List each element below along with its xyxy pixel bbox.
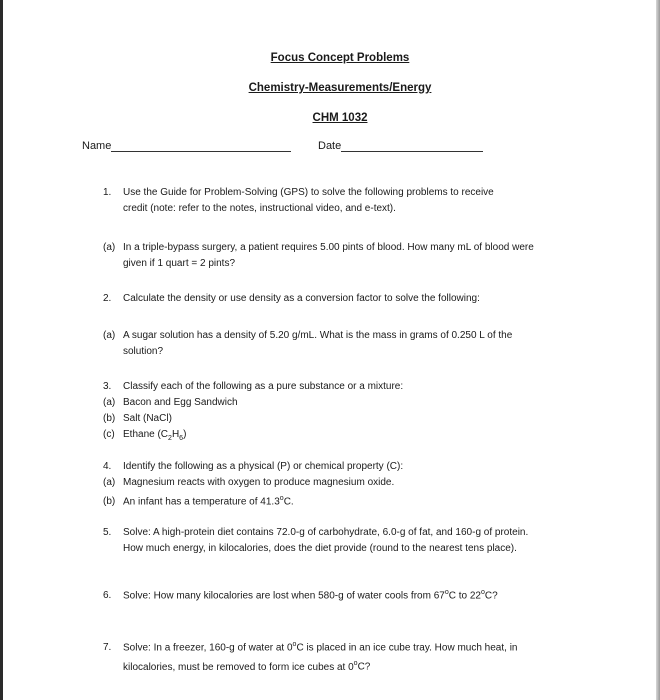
question-text: C is placed in an ice cube tray. How much heat, in	[296, 642, 518, 654]
part-text: solution?	[123, 346, 164, 357]
superscript: o	[480, 589, 485, 596]
page-edge-left	[0, 0, 3, 700]
name-blank-line[interactable]	[111, 141, 291, 152]
superscript: o	[444, 589, 449, 596]
part-label: (a)	[103, 242, 116, 253]
part-text: H	[171, 429, 180, 440]
part-text: Magnesium reacts with oxygen to produce magnesium oxide.	[123, 477, 395, 488]
question-text: C to 22	[448, 590, 481, 602]
question-6	[103, 585, 498, 604]
question-text: Solve: In a freezer, 160-g of water at 0	[123, 642, 293, 654]
question-2a	[103, 328, 512, 360]
question-text: Classify each of the following as a pure substance or a mixture:	[123, 381, 404, 392]
question-number: 2.	[103, 293, 112, 304]
part-text: In a triple-bypass surgery, a patient requires 5.00 pints of blood. How many mL of blood were	[123, 242, 534, 253]
question-text: Use the Guide for Problem-Solving (GPS) to solve the following problems to receive	[123, 187, 494, 198]
subscript: 6	[179, 435, 184, 442]
question-4	[103, 459, 403, 510]
name-label: Name	[82, 140, 112, 152]
date-label: Date	[318, 140, 342, 152]
question-text: Solve: A high-protein diet contains 72.0-g of carbohydrate, 6.0-g of fat, and 160-g of protein.	[123, 527, 529, 538]
part-label: (b)	[103, 496, 116, 508]
part-label: (b)	[103, 413, 116, 424]
part-label: (a)	[103, 477, 116, 488]
question-number: 1.	[103, 187, 112, 198]
date-field[interactable]	[318, 140, 483, 152]
part-label: (c)	[103, 429, 115, 440]
question-text: credit (note: refer to the notes, instructional video, and e-text).	[123, 203, 396, 214]
part-text: C.	[283, 496, 294, 508]
question-5	[103, 525, 528, 557]
question-text: kilocalories, must be removed to form ice cubes at 0	[123, 661, 354, 673]
question-text: How much energy, in kilocalories, does the diet provide (round to the nearest tens place).	[123, 543, 517, 554]
name-field[interactable]	[82, 140, 291, 152]
question-1	[103, 185, 494, 217]
page-edge-right	[656, 0, 660, 700]
question-7	[103, 637, 518, 676]
superscript: o	[292, 641, 297, 648]
question-number: 6.	[103, 590, 112, 602]
question-2	[103, 291, 480, 307]
part-text: Salt (NaCl)	[123, 413, 172, 424]
part-text: An infant has a temperature of 41.3	[123, 496, 280, 508]
superscript: o	[279, 495, 284, 502]
part-text: Bacon and Egg Sandwich	[123, 397, 238, 408]
date-blank-line[interactable]	[341, 141, 483, 152]
page-title: Focus Concept Problems	[270, 52, 410, 64]
part-label: (a)	[103, 330, 116, 341]
question-number: 7.	[103, 642, 112, 654]
question-number: 3.	[103, 381, 112, 392]
question-text: C?	[357, 661, 371, 673]
superscript: o	[353, 660, 358, 668]
question-number: 5.	[103, 527, 112, 538]
part-text: A sugar solution has a density of 5.20 g/mL. What is the mass in grams of 0.250 L of the	[123, 330, 513, 341]
question-number: 4.	[103, 461, 112, 472]
part-text: Ethane (C	[123, 429, 169, 440]
page-subtitle: Chemistry-Measurements/Energy	[248, 82, 432, 94]
subscript: 2	[168, 435, 172, 442]
question-text: Identify the following as a physical (P) or chemical property (C):	[123, 461, 404, 472]
part-text: given if 1 quart = 2 pints?	[123, 258, 236, 269]
question-text: Calculate the density or use density as a conversion factor to solve the following:	[123, 293, 480, 304]
part-text: )	[183, 429, 187, 440]
question-text: Solve: How many kilocalories are lost when 580-g of water cools from 67	[123, 590, 445, 602]
question-1a	[103, 240, 534, 272]
question-3	[103, 379, 403, 447]
question-text: C?	[484, 590, 498, 602]
part-label: (a)	[103, 397, 116, 408]
course-code: CHM 1032	[312, 112, 368, 124]
